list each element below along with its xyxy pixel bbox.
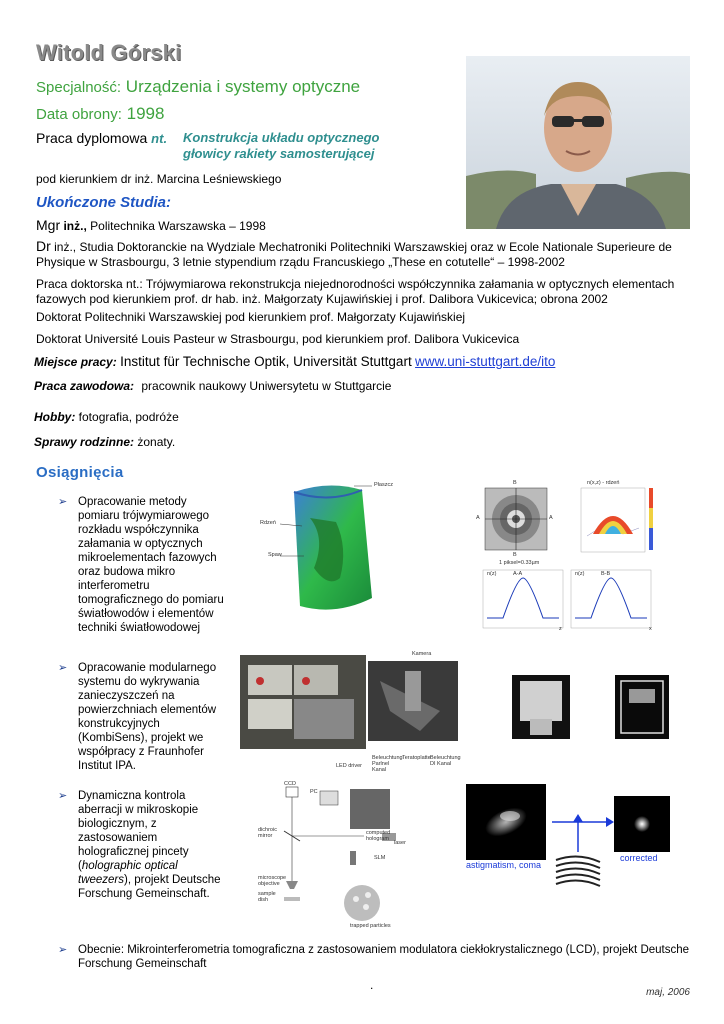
fig2-label-nz-1: n(z) — [487, 571, 497, 577]
mgr-degree: Mgr — [36, 217, 61, 233]
arrow-bullet-icon: ➢ — [58, 790, 68, 802]
inspection-result-image-2 — [615, 675, 669, 739]
achievement-item-3 — [58, 789, 232, 900]
studies-heading: Ukończone Studia: — [36, 194, 172, 211]
footer-dot: . — [370, 978, 374, 992]
mgr-text: Politechnika Warszawska – 1998 — [90, 219, 266, 233]
kombisens-lab-photo — [240, 651, 460, 771]
specialty-label: Specjalność: — [36, 79, 122, 96]
fig2-label-z: z — [559, 626, 562, 632]
fig2-label-bb: B-B — [601, 571, 611, 577]
fig2-label-b-bottom: B — [513, 552, 517, 558]
fiber-reconstruction-figure — [244, 478, 394, 618]
aberration-correction-figure — [466, 782, 676, 894]
fig4-label-particles: trapped particles — [350, 923, 391, 929]
fig3-label-illum-parallel: Beleuchtung Parlnel Kanal — [372, 755, 403, 773]
fig3-label-led: LED driver — [336, 763, 362, 769]
inspection-result-image-1 — [512, 675, 570, 739]
fig4-label-dish: sample dish — [258, 891, 276, 903]
person-name: Witold Górski — [36, 40, 182, 65]
family-value: żonaty. — [137, 435, 176, 449]
workplace-label: Miejsce pracy: — [34, 355, 117, 369]
defense-date-value: 1998 — [126, 104, 165, 123]
item3-text-a: Dynamiczna kontrola aberracji w mikroskopie biologicznym, z zastosowaniem holograficznej pincety ( — [78, 790, 199, 872]
fig1-label-core: Rdzeń — [260, 520, 276, 526]
achievement-text-2: Opracowanie modularnego systemu do wykrywania zanieczyszczeń na powierzchniach elementów konstrukcyjnych (KombiSens), projekt we współpracy z Fraunhofer Institut IPA. — [78, 662, 217, 772]
hobby — [34, 410, 684, 425]
item3-text-b: ), projekt Deutsche Forschung Gemeinschaft. — [78, 874, 221, 900]
achievement-text-4: Obecnie: Mikrointerferometria tomograficzna z zastosowaniem modulatora ciekłokrystalicznego (LCD), projekt Deutsche Forschung Gemeinschaft — [78, 944, 690, 970]
thesis-title-text: Konstrukcja układu optycznego głowicy rakiety samosterującej — [183, 130, 380, 161]
studies-mgr — [36, 218, 686, 234]
fig4-label-laser: laser — [394, 840, 406, 846]
thesis-prefix: nt. — [151, 131, 168, 146]
arrow-bullet-icon: ➢ — [58, 662, 68, 674]
refractive-index-plots-figure — [473, 478, 663, 633]
defense-date — [36, 104, 164, 124]
thesis-supervisor: pod kierunkiem dr inż. Marcina Leśniewskiego — [36, 172, 282, 186]
thesis-title — [183, 130, 383, 162]
studies-doctorate-pw: Doktorat Politechniki Warszawskiej pod kierunkiem prof. Małgorzaty Kujawińskiej — [36, 310, 466, 324]
specialty — [36, 77, 360, 97]
arrow-bullet-icon: ➢ — [58, 944, 68, 956]
fig2-label-aa: A-A — [513, 571, 523, 577]
achievement-text-1: Opracowanie metody pomiaru trójwymiarowego rozkładu współczynnika załamania w optycznych mikroelementach fazowych oraz budowa mikro interferometru tomograficznego do pomiaru światłowodów i elementów techniki światłowodowej — [78, 496, 224, 634]
fig1-label-cladding: Płaszcz — [374, 482, 393, 488]
fig2-label-x: x — [649, 626, 652, 632]
achievement-item-2 — [58, 661, 232, 772]
hobby-label: Hobby: — [34, 410, 76, 424]
fig2-label-core-title: n(x,z) - rdzeń — [587, 480, 620, 486]
achievement-item-4 — [58, 943, 702, 973]
fiber-3d-image — [244, 478, 394, 618]
fig3-label-illum-di: Beleuchtung DI Kanal — [430, 755, 461, 767]
fig4-label-slm: SLM — [374, 855, 386, 861]
family — [34, 435, 684, 450]
family-label: Sprawy rodzinne: — [34, 435, 135, 449]
studies-doctorate-ulp: Doktorat Université Louis Pasteur w Strasbourgu, pod kierunkiem prof. Dalibora Vukicevica — [36, 332, 520, 346]
fig2-label-pixel: 1 piksel=0.33µm — [499, 560, 540, 566]
fig5-label-astigmatism: astigmatism, coma — [466, 860, 542, 870]
arrow-bullet-icon: ➢ — [58, 496, 68, 508]
portrait-photo — [466, 56, 690, 229]
fig3-label-plate: Teratoplatte — [402, 755, 431, 761]
footer-date: maj, 2006 — [646, 987, 690, 998]
specialty-value: Urządzenia i systemy optyczne — [125, 77, 361, 96]
refractive-index-plots — [473, 478, 663, 633]
achievements-heading: Osiągnięcia — [36, 464, 124, 481]
fig4-label-ccd: CCD — [284, 781, 296, 787]
aberration-correction-images — [466, 782, 676, 894]
thesis-label — [36, 130, 167, 146]
studies-dr — [36, 239, 686, 270]
tweezers-schematic — [254, 781, 414, 931]
achievement-item-1 — [58, 495, 232, 634]
fig2-label-a-left: A — [476, 515, 480, 521]
achievement-text-3 — [78, 789, 228, 901]
hobby-value: fotografia, podróże — [78, 410, 179, 424]
fig1-label-splice: Spaw — [268, 552, 282, 558]
fig2-label-b-top: B — [513, 480, 517, 486]
tweezers-schematic-figure — [254, 781, 414, 931]
thesis-label-text: Praca dyplomowa — [36, 130, 148, 146]
job-label: Praca zawodowa: — [34, 379, 135, 393]
fig5-label-corrected: corrected — [620, 853, 658, 863]
item3-italic: holographic optical tweezers — [78, 860, 178, 886]
fig2-label-a-right: A — [549, 515, 553, 521]
job-value: pracownik naukowy Uniwersytetu w Stuttgarcie — [141, 379, 392, 393]
workplace-link[interactable]: www.uni-stuttgart.de/ito — [415, 354, 556, 369]
studies-phd-thesis: Praca doktorska nt.: Trójwymiarowa rekonstrukcja niejednorodności współczynnika załamania w optycznych elementach fazowych pod kierunkiem prof. dr hab. inż. Małgorzaty Kujawińskiej i prof. Dalibora Vukicevica; obrona 2002 — [36, 277, 675, 306]
fig4-label-mirror: dichroic mirror — [258, 827, 277, 839]
fig2-label-nz-2: n(z) — [575, 571, 585, 577]
defense-date-label: Data obrony: — [36, 106, 122, 123]
workplace — [34, 354, 684, 370]
dr-text: inż., Studia Doktoranckie na Wydziale Mechatroniki Politechniki Warszawskiej oraz w Ecole Nationale Superieure de Physique w Strasbourgu, 3 letnie stypendium rządu Francuskiego „These en cotutelle“ – 1998-2002 — [36, 240, 672, 269]
mgr-suffix: inż., — [63, 219, 87, 233]
workplace-value: Institut für Technische Optik, Universität Stuttgart — [120, 354, 412, 369]
fig4-label-objective: microscope objective — [258, 875, 287, 887]
fig3-label-camera: Kamera — [412, 651, 432, 657]
fig4-label-pc: PC — [310, 789, 318, 795]
job — [34, 379, 684, 394]
kombisens-setup-figure — [240, 651, 460, 771]
fig4-label-hologram: computed hologram — [366, 830, 391, 842]
dr-degree: Dr — [36, 238, 51, 254]
